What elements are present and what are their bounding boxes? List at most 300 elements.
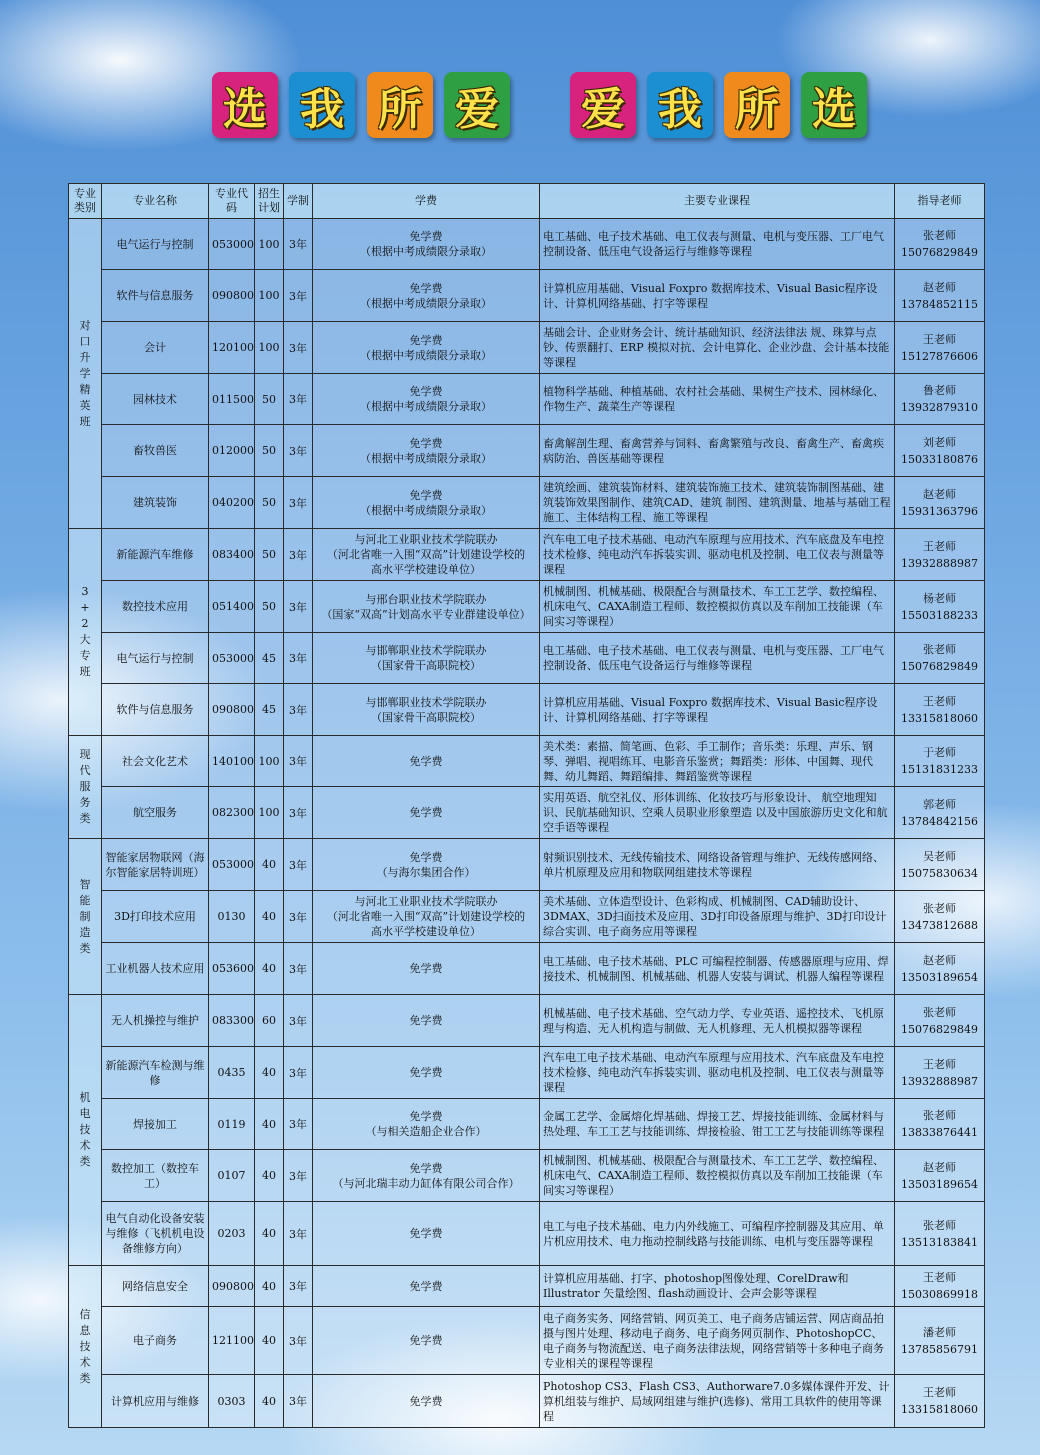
table-row [69, 425, 985, 477]
teacher-cell [895, 581, 985, 633]
courses-cell: 计算机应用基础、打字、photoshop图像处理、CorelDraw和Illustrator 矢量绘图、flash动画设计、会声会影等课程 [540, 1266, 895, 1307]
major-name-cell: 网络信息安全 [102, 1266, 209, 1307]
teacher-phone: 13785856791 [901, 1342, 978, 1356]
table-row [69, 943, 985, 995]
table-row [69, 839, 985, 891]
courses-cell: 机械基础、电子技术基础、空气动力学、专业英语、遥控技术、飞机原理与构造、无人机构造与制做、无人机修理、无人机模拟器等课程 [540, 995, 895, 1047]
tuition-line: （与海尔集团合作） [376, 865, 476, 879]
tuition-line: （根据中考成绩限分录取） [360, 296, 492, 310]
tuition-cell [313, 477, 540, 529]
duration-cell: 3年 [284, 529, 313, 581]
teacher-cell [895, 1375, 985, 1428]
teacher-phone: 13784852115 [901, 297, 978, 311]
teacher-name: 赵老师 [923, 1160, 956, 1174]
enrollment-plan-cell: 40 [255, 839, 284, 891]
teacher-phone: 15076829849 [901, 246, 978, 259]
major-name-cell: 园林技术 [102, 374, 209, 425]
major-name-cell: 焊接加工 [102, 1099, 209, 1150]
tuition-cell [313, 1150, 540, 1202]
tuition-line: 免学费 [409, 488, 443, 502]
tuition-line: （河北省唯一入围“双高”计划建设学校的 [326, 910, 526, 923]
teacher-cell [895, 1202, 985, 1266]
table-body [69, 219, 985, 1428]
teacher-cell [895, 1307, 985, 1375]
tuition-line: 免学费 [409, 962, 443, 975]
teacher-name: 张老师 [923, 1005, 956, 1019]
courses-cell: 美术基础、立体造型设计、色彩构成、机械制图、CAD辅助设计、3DMAX、3D扫面技术及应用、3D打印设备原理与维护、3D打印设计综合实训、电子商务应用等课程 [540, 891, 895, 943]
enrollment-plan-cell: 40 [255, 1150, 284, 1202]
courses-cell: 基础会计、企业财务会计、统计基础知识、经济法律法 规、珠算与点钞、传票翻打、ERP 模拟对抗、会计电算化、企业沙盘、会计基本技能等课程 [540, 322, 895, 374]
major-name-cell: 新能源汽车检测与维修 [102, 1047, 209, 1099]
tuition-cell [313, 1047, 540, 1099]
major-code-cell: 121100 [209, 1307, 255, 1375]
teacher-name: 鲁老师 [923, 384, 956, 397]
duration-cell: 3年 [284, 1307, 313, 1375]
category-cell [69, 219, 102, 529]
tuition-line: 免学费 [409, 806, 443, 819]
major-name-cell: 电气自动化设备安装与维修（飞机机电设备维修方向） [102, 1202, 209, 1266]
tuition-line: 免学费 [409, 436, 443, 450]
major-name-cell: 3D打印技术应用 [102, 891, 209, 943]
enrollment-plan-cell: 40 [255, 1047, 284, 1099]
teacher-cell [895, 1266, 985, 1307]
courses-cell: 畜禽解剖生理、畜禽营养与饲料、畜禽繁殖与改良、畜禽生产、畜禽疾病防治、兽医基础等课程 [540, 425, 895, 477]
major-code-cell: 053600 [209, 943, 255, 995]
teacher-cell [895, 633, 985, 684]
title-tile: 我 [289, 72, 355, 138]
tuition-cell [313, 322, 540, 374]
table-row [69, 1266, 985, 1307]
table-row [69, 684, 985, 736]
teacher-phone: 15076829849 [901, 660, 978, 673]
enrollment-plan-cell: 45 [255, 684, 284, 736]
major-code-cell: 090800 [209, 684, 255, 736]
tuition-line: 与河北工业职业技术学院联办 [354, 895, 498, 908]
major-code-cell: 082300 [209, 787, 255, 839]
major-code-cell: 011500 [209, 374, 255, 425]
duration-cell: 3年 [284, 891, 313, 943]
table-row [69, 633, 985, 684]
major-code-cell: 0203 [209, 1202, 255, 1266]
teacher-phone: 15127876606 [901, 349, 978, 363]
teacher-cell [895, 891, 985, 943]
tuition-cell [313, 374, 540, 425]
title-tile: 我 [647, 72, 713, 138]
courses-cell: 汽车电工电子技术基础、电动汽车原理与应用技术、汽车底盘及车电控技术检修、纯电动汽车拆装实训、驱动电机及控制、电工仪表与测量等课程 [540, 1047, 895, 1099]
major-name-cell: 数控技术应用 [102, 581, 209, 633]
table-row [69, 1307, 985, 1375]
enrollment-plan-cell: 50 [255, 374, 284, 425]
courses-cell: 电子商务实务、网络营销、网页美工、电子商务店铺运营、网店商品拍摄与图片处理、移动电子商务、电子商务网页制作、PhotoshopCC、电子商务与物流配送、电子商务法律法规，网络营销等十多种电子商务专业相关的课程等课程 [540, 1307, 895, 1375]
table-row [69, 1375, 985, 1428]
major-name-cell: 电气运行与控制 [102, 633, 209, 684]
table-row [69, 529, 985, 581]
teacher-name: 张老师 [923, 229, 956, 242]
enrollment-plan-cell: 100 [255, 322, 284, 374]
teacher-cell [895, 477, 985, 529]
duration-cell: 3年 [284, 425, 313, 477]
courses-cell: 电工基础、电子技术基础、电工仪表与测量、电机与变压器、工厂电气控制设备、低压电气设备运行与维修等课程 [540, 633, 895, 684]
column-header: 专业名称 [102, 184, 209, 219]
teacher-name: 赵老师 [923, 280, 956, 294]
duration-cell: 3年 [284, 1047, 313, 1099]
tuition-line: 免学费 [409, 1066, 443, 1079]
teacher-name: 王老师 [923, 694, 956, 708]
category-cell [69, 995, 102, 1266]
teacher-phone: 15033180876 [901, 452, 978, 466]
category-label: 机电技术类 [79, 1091, 91, 1168]
tuition-line: 免学费 [409, 385, 443, 398]
tuition-line: 免学费 [409, 1334, 443, 1347]
tuition-line: 免学费 [409, 230, 443, 243]
teacher-name: 王老师 [923, 1271, 956, 1284]
duration-cell: 3年 [284, 270, 313, 322]
enrollment-plan-cell: 40 [255, 1266, 284, 1307]
teacher-phone: 15030869918 [901, 1288, 978, 1301]
courses-cell: Photoshop CS3、Flash CS3、Authorware7.0多媒体课件开发、计算机组装与维护、局域网组建与维护(选修)、常用工具软件的使用等课程 [540, 1375, 895, 1428]
duration-cell: 3年 [284, 684, 313, 736]
duration-cell: 3年 [284, 1150, 313, 1202]
major-code-cell: 053000 [209, 839, 255, 891]
enrollment-table [68, 183, 985, 1428]
major-name-cell: 会计 [102, 322, 209, 374]
major-name-cell: 电气运行与控制 [102, 219, 209, 270]
teacher-phone: 13503189654 [901, 970, 978, 984]
tuition-cell [313, 1202, 540, 1266]
category-cell [69, 1266, 102, 1428]
tuition-line: 与邯郸职业技术学院联办 [365, 644, 487, 657]
duration-cell: 3年 [284, 995, 313, 1047]
category-label: 信息技术类 [79, 1307, 91, 1385]
column-header: 指导老师 [895, 184, 985, 219]
major-code-cell: 053000 [209, 633, 255, 684]
courses-cell: 电工与电子技术基础、电力内外线施工、可编程序控制器及其应用、单片机应用技术、电力拖动控制线路与技能训练、电机与变压器等课程 [540, 1202, 895, 1266]
title-tile: 爱 [570, 72, 636, 138]
tuition-line: （根据中考成绩限分录取） [360, 503, 492, 517]
column-header: 专业类别 [69, 184, 102, 219]
enrollment-plan-cell: 50 [255, 581, 284, 633]
tuition-line: 免学费 [409, 754, 443, 768]
tuition-line: 免学费 [409, 1110, 443, 1123]
duration-cell: 3年 [284, 1099, 313, 1150]
table-header-row [69, 184, 985, 219]
table-row [69, 374, 985, 425]
duration-cell: 3年 [284, 633, 313, 684]
major-code-cell: 0107 [209, 1150, 255, 1202]
table-row [69, 787, 985, 839]
tuition-line: （与相关造船企业合作） [365, 1125, 487, 1138]
tuition-line: （根据中考成绩限分录取） [360, 400, 492, 413]
enrollment-plan-cell: 50 [255, 425, 284, 477]
teacher-cell [895, 943, 985, 995]
teacher-cell [895, 425, 985, 477]
courses-cell: 建筑绘画、建筑装饰材料、建筑装饰施工技术、建筑装饰制图基础、建筑装饰效果图制作、建筑CAD、建筑 制图、建筑测量、地基与基础工程施工、主体结构工程、施工等课程 [540, 477, 895, 529]
major-code-cell: 0435 [209, 1047, 255, 1099]
tuition-cell [313, 736, 540, 787]
major-name-cell: 航空服务 [102, 787, 209, 839]
tuition-line: 高水平学校建设单位） [371, 563, 481, 576]
tuition-line: （与河北瑞丰动力缸体有限公司合作） [332, 1176, 520, 1190]
major-code-cell: 051400 [209, 581, 255, 633]
tuition-cell [313, 581, 540, 633]
duration-cell: 3年 [284, 581, 313, 633]
tuition-cell [313, 943, 540, 995]
column-header: 主要专业课程 [540, 184, 895, 219]
courses-cell: 机械制图、机械基础、极限配合与测量技术、车工工艺学、数控编程、机床电气、CAXA制造工程师、数控模拟仿真以及车削加工技能课（车间实习等课程） [540, 1150, 895, 1202]
duration-cell: 3年 [284, 374, 313, 425]
teacher-phone: 13315818060 [901, 711, 978, 725]
major-code-cell: 140100 [209, 736, 255, 787]
tuition-line: （根据中考成绩限分录取） [360, 348, 492, 362]
tuition-cell [313, 684, 540, 736]
tuition-line: 免学费 [409, 1161, 443, 1175]
teacher-name: 潘老师 [923, 1325, 956, 1339]
tuition-line: （国家“双高”计划高水平专业群建设单位） [321, 607, 531, 621]
teacher-cell [895, 736, 985, 787]
enrollment-plan-cell: 40 [255, 1375, 284, 1428]
courses-cell: 金属工艺学、金属熔化焊基础、焊接工艺、焊接技能训练、金属材料与热处理、车工工艺与技能训练、焊接检验、钳工工艺与技能训练等课程 [540, 1099, 895, 1150]
tuition-cell [313, 425, 540, 477]
courses-cell: 美术类：素描、简笔画、色彩、手工制作；音乐类：乐理、声乐、钢琴、弹唱、视唱练耳、电影音乐鉴赏；舞蹈类：形体、中国舞、现代舞、幼儿舞蹈、舞蹈编排、舞蹈鉴赏等课程 [540, 736, 895, 787]
tuition-cell [313, 219, 540, 270]
teacher-name: 于老师 [923, 746, 956, 759]
teacher-name: 王老师 [923, 332, 956, 346]
major-code-cell: 090800 [209, 1266, 255, 1307]
teacher-phone: 13513183841 [901, 1235, 978, 1249]
teacher-name: 郭老师 [923, 797, 956, 811]
teacher-phone: 15075830634 [901, 866, 978, 880]
major-code-cell: 083300 [209, 995, 255, 1047]
courses-cell: 计算机应用基础、Visual Foxpro 数据库技术、Visual Basic程序设计、计算机网络基础、打字等课程 [540, 270, 895, 322]
title-tile: 爱 [444, 72, 510, 138]
category-cell [69, 529, 102, 736]
column-header: 学费 [313, 184, 540, 219]
teacher-phone: 15076829849 [901, 1022, 978, 1036]
teacher-cell [895, 322, 985, 374]
title-tile: 选 [212, 72, 278, 138]
tuition-cell [313, 995, 540, 1047]
teacher-cell [895, 219, 985, 270]
tuition-line: 免学费 [409, 333, 443, 347]
table-row [69, 1099, 985, 1150]
tuition-cell [313, 1099, 540, 1150]
teacher-cell [895, 1047, 985, 1099]
teacher-name: 王老师 [923, 1057, 956, 1071]
major-name-cell: 智能家居物联网（海尔智能家居特训班） [102, 839, 209, 891]
courses-cell: 电工基础、电子技术基础、电工仪表与测量、电机与变压器、工厂电气控制设备、低压电气设备运行与维修等课程 [540, 219, 895, 270]
teacher-cell [895, 1150, 985, 1202]
title-tile: 选 [801, 72, 867, 138]
teacher-phone: 13932888987 [901, 1074, 978, 1088]
table-row [69, 995, 985, 1047]
major-name-cell: 电子商务 [102, 1307, 209, 1375]
teacher-phone: 13315818060 [901, 1403, 978, 1416]
tuition-line: 与河北工业职业技术学院联办 [354, 533, 498, 546]
teacher-name: 吴老师 [923, 849, 956, 863]
enrollment-plan-cell: 100 [255, 736, 284, 787]
tuition-line: 与邯郸职业技术学院联办 [365, 695, 487, 709]
courses-cell: 实用英语、航空礼仪、形体训练、化妆技巧与形象设计、 航空地理知识、民航基础知识、空乘人员职业形象塑造 以及中国旅游历史文化和航空手语等课程 [540, 787, 895, 839]
major-name-cell: 工业机器人技术应用 [102, 943, 209, 995]
teacher-phone: 15131831233 [901, 763, 978, 776]
tuition-line: 免学费 [409, 1227, 443, 1240]
teacher-name: 刘老师 [923, 435, 956, 449]
teacher-name: 张老师 [923, 1109, 956, 1122]
enrollment-plan-cell: 40 [255, 1099, 284, 1150]
enrollment-plan-cell: 100 [255, 787, 284, 839]
tuition-line: 免学费 [409, 1394, 443, 1408]
teacher-phone: 13833876441 [901, 1126, 978, 1139]
tuition-line: 免学费 [409, 1014, 443, 1027]
teacher-name: 杨老师 [923, 591, 956, 605]
teacher-name: 赵老师 [923, 487, 956, 501]
courses-cell: 计算机应用基础、Visual Foxpro 数据库技术、Visual Basic程序设计、计算机网络基础、打字等课程 [540, 684, 895, 736]
major-name-cell: 畜牧兽医 [102, 425, 209, 477]
teacher-cell [895, 374, 985, 425]
major-code-cell: 090800 [209, 270, 255, 322]
courses-cell: 汽车电工电子技术基础、电动汽车原理与应用技术、汽车底盘及车电控技术检修、纯电动汽车拆装实训、驱动电机及控制、电工仪表与测量等课程 [540, 529, 895, 581]
teacher-name: 王老师 [923, 1386, 956, 1399]
enrollment-plan-cell: 100 [255, 219, 284, 270]
category-label: 现代服务类 [79, 748, 91, 825]
enrollment-plan-cell: 40 [255, 1307, 284, 1375]
table-row [69, 1202, 985, 1266]
major-name-cell: 建筑装饰 [102, 477, 209, 529]
enrollment-plan-cell: 40 [255, 891, 284, 943]
teacher-phone: 15503188233 [901, 608, 978, 622]
teacher-name: 张老师 [923, 643, 956, 656]
tuition-line: 免学费 [409, 281, 443, 295]
table-row [69, 219, 985, 270]
major-name-cell: 无人机操控与维护 [102, 995, 209, 1047]
tuition-cell [313, 529, 540, 581]
tuition-line: 与邢台职业技术学院联办 [365, 592, 487, 606]
major-name-cell: 软件与信息服务 [102, 270, 209, 322]
category-cell [69, 839, 102, 995]
teacher-cell [895, 529, 985, 581]
teacher-cell [895, 684, 985, 736]
tuition-cell [313, 270, 540, 322]
enrollment-plan-cell: 60 [255, 995, 284, 1047]
courses-cell: 机械制图、机械基础、极限配合与测量技术、车工工艺学、数控编程、机床电气、CAXA制造工程师、数控模拟仿真以及车削加工技能课（车间实习等课程） [540, 581, 895, 633]
duration-cell: 3年 [284, 839, 313, 891]
tuition-line: （国家骨干高职院校） [371, 659, 481, 672]
teacher-cell [895, 1099, 985, 1150]
teacher-phone: 13473812688 [901, 918, 978, 932]
title-banner [0, 72, 1040, 142]
enrollment-plan-cell: 50 [255, 477, 284, 529]
courses-cell: 植物科学基础、种植基础、农村社会基础、果树生产技术、园林绿化、作物生产、蔬菜生产等课程 [540, 374, 895, 425]
column-header: 学制 [284, 184, 313, 219]
major-name-cell: 新能源汽车维修 [102, 529, 209, 581]
major-name-cell: 社会文化艺术 [102, 736, 209, 787]
duration-cell: 3年 [284, 477, 313, 529]
enrollment-plan-cell: 50 [255, 529, 284, 581]
major-name-cell: 数控加工（数控车工） [102, 1150, 209, 1202]
tuition-line: （根据中考成绩限分录取） [360, 245, 492, 258]
tuition-cell [313, 891, 540, 943]
category-cell [69, 736, 102, 839]
teacher-cell [895, 839, 985, 891]
enrollment-plan-cell: 100 [255, 270, 284, 322]
tuition-cell [313, 1375, 540, 1428]
major-code-cell: 0130 [209, 891, 255, 943]
duration-cell: 3年 [284, 1202, 313, 1266]
major-code-cell: 0303 [209, 1375, 255, 1428]
teacher-phone: 13932888987 [901, 556, 978, 570]
tuition-cell [313, 787, 540, 839]
teacher-cell [895, 995, 985, 1047]
teacher-phone: 13503189654 [901, 1177, 978, 1191]
duration-cell: 3年 [284, 1266, 313, 1307]
title-tile: 所 [367, 72, 433, 138]
category-label: 对口升学精英班 [79, 318, 91, 428]
major-code-cell: 083400 [209, 529, 255, 581]
table-row [69, 736, 985, 787]
tuition-cell [313, 1307, 540, 1375]
category-label: 智能制造类 [79, 877, 91, 955]
table-row [69, 270, 985, 322]
teacher-name: 张老师 [923, 901, 956, 915]
enrollment-plan-cell: 45 [255, 633, 284, 684]
teacher-name: 王老师 [923, 539, 956, 553]
teacher-name: 张老师 [923, 1218, 956, 1232]
tuition-cell [313, 633, 540, 684]
tuition-line: （河北省唯一入围“双高”计划建设学校的 [326, 548, 526, 561]
teacher-phone: 13932879310 [901, 401, 978, 414]
tuition-line: （国家骨干高职院校） [371, 710, 481, 724]
tuition-line: （根据中考成绩限分录取） [360, 451, 492, 465]
courses-cell: 射频识别技术、无线传输技术、网络设备管理与维护、无线传感网络、单片机原理及应用和物联网组建技术等课程 [540, 839, 895, 891]
enrollment-plan-cell: 40 [255, 1202, 284, 1266]
title-tile: 所 [724, 72, 790, 138]
table-row [69, 1047, 985, 1099]
duration-cell: 3年 [284, 787, 313, 839]
duration-cell: 3年 [284, 943, 313, 995]
column-header: 招生计划 [255, 184, 284, 219]
table-row [69, 322, 985, 374]
tuition-line: 高水平学校建设单位） [371, 925, 481, 938]
major-code-cell: 053000 [209, 219, 255, 270]
major-code-cell: 0119 [209, 1099, 255, 1150]
major-code-cell: 120100 [209, 322, 255, 374]
teacher-cell [895, 270, 985, 322]
tuition-line: 免学费 [409, 850, 443, 864]
major-code-cell: 012000 [209, 425, 255, 477]
table-row [69, 1150, 985, 1202]
column-header: 专业代码 [209, 184, 255, 219]
major-name-cell: 计算机应用与维修 [102, 1375, 209, 1428]
teacher-cell [895, 787, 985, 839]
tuition-cell [313, 839, 540, 891]
duration-cell: 3年 [284, 736, 313, 787]
major-code-cell: 040200 [209, 477, 255, 529]
table-row [69, 581, 985, 633]
tuition-cell [313, 1266, 540, 1307]
courses-cell: 电工基础、电子技术基础、PLC 可编程控制器、传感器原理与应用、焊接技术、机械制图、机械基础、机器人安装与调试、机器人编程等课程 [540, 943, 895, 995]
major-name-cell: 软件与信息服务 [102, 684, 209, 736]
duration-cell: 3年 [284, 219, 313, 270]
duration-cell: 3年 [284, 1375, 313, 1428]
teacher-phone: 13784842156 [901, 814, 978, 828]
teacher-name: 赵老师 [923, 953, 956, 967]
tuition-line: 免学费 [409, 1279, 443, 1293]
teacher-phone: 15931363796 [901, 504, 978, 518]
table-row [69, 477, 985, 529]
table-row [69, 891, 985, 943]
enrollment-plan-cell: 40 [255, 943, 284, 995]
category-label: 3+2大专班 [79, 585, 91, 678]
